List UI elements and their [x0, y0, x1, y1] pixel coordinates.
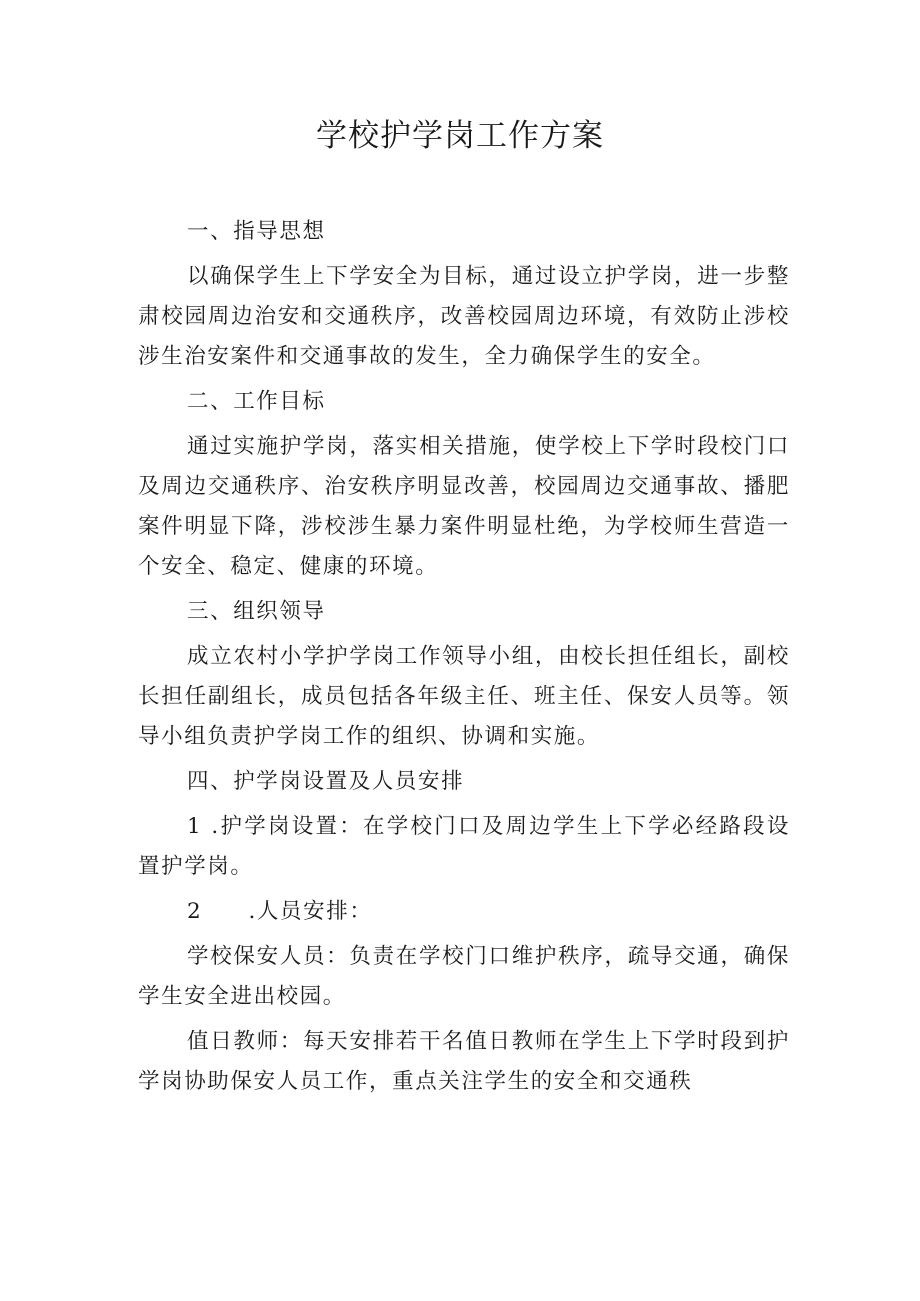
- document-body: [138, 212, 790, 1102]
- paragraph-staff-arrangement: 2 .人员安排：: [187, 899, 373, 924]
- paragraph-organization: 成立农村小学护学岗工作领导小组，由校长担任组长，副校长担任副组长，成员包括各年级主任、班主任、保安人员等。领导小组负责护学岗工作的组织、协调和实施。: [138, 644, 790, 749]
- section-heading-guiding-thought: 一、指导思想: [187, 219, 326, 244]
- paragraph-work-goals: 通过实施护学岗，落实相关措施，使学校上下学时段校门口及周边交通秩序、治安秩序明显改善，校园周边交通事故、播肥案件明显下降，涉校涉生暴力案件明显杜绝，为学校师生营造一个安全、稳定、健康的环境。: [138, 434, 790, 579]
- document-title: 学校护学岗工作方案: [316, 118, 604, 154]
- paragraph-security-staff: 学校保安人员：负责在学校门口维护秩序，疏导交通，确保学生安全进出校园。: [138, 944, 790, 1009]
- paragraph-post-setup: 1 .护学岗设置：在学校门口及周边学生上下学必经路段设置护学岗。: [138, 814, 790, 879]
- section-heading-work-goals: 二、工作目标: [187, 389, 326, 414]
- paragraph-guiding-thought: 以确保学生上下学安全为目标，通过设立护学岗，进一步整肃校园周边治安和交通秩序，改善校园周边环境，有效防止涉校涉生治安案件和交通事故的发生，全力确保学生的安全。: [138, 264, 790, 369]
- section-heading-organization: 三、组织领导: [187, 599, 326, 624]
- section-heading-post-setup: 四、护学岗设置及人员安排: [187, 769, 465, 794]
- paragraph-duty-teacher: 值日教师：每天安排若干名值日教师在学生上下学时段到护学岗协助保安人员工作，重点关注学生的安全和交通秩: [138, 1029, 790, 1094]
